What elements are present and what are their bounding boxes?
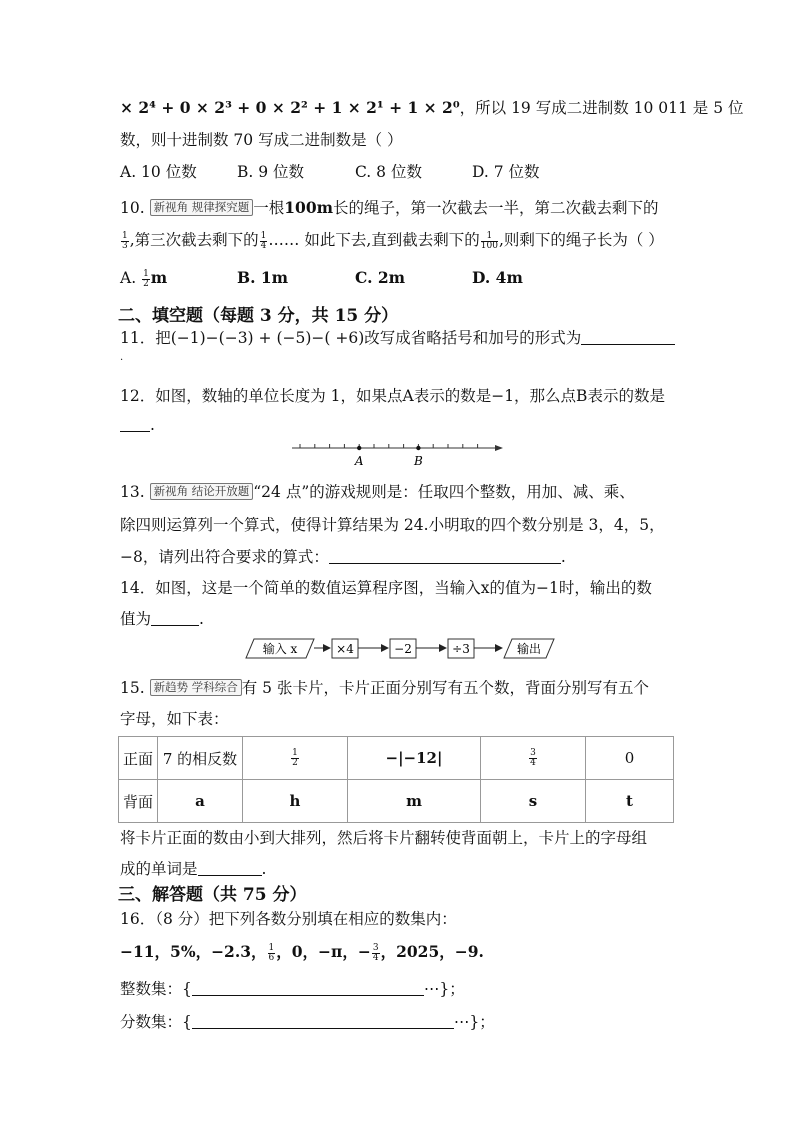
q13-line3: −8，请列出符合要求的算式： . — [120, 548, 566, 566]
q15-line2: 字母，如下表： — [120, 710, 229, 728]
q16-fraction-set: 分数集：{ ⋯}； — [120, 1013, 495, 1031]
q9-option-c[interactable]: C. 8 位数 — [355, 163, 422, 181]
q14-line1: 14．如图，这是一个简单的数值运算程序图，当输入x的值为−1时，输出的数 — [120, 579, 652, 597]
q11-text: 11．把(−1)−(−3) + (−5)−( +6)改写成省略括号和加号的形式为 — [120, 326, 675, 348]
q11-tail: . — [120, 352, 124, 363]
front-cell-3: −|−12| — [348, 737, 481, 780]
q14-answer-blank[interactable] — [151, 611, 199, 626]
back-cell-4: s — [481, 780, 586, 823]
fraction-one-hundredth: $\frac{1}{100}$ — [480, 230, 498, 251]
back-cell-2: h — [243, 780, 348, 823]
q10-line2: $\frac{1}{3}$ ,第三次截去剩下的 $\frac{1}{4}$ …… 如此下去,直到截去剩下的 $\frac{1}{100}$ ,则剩下的绳子长为（ ） — [122, 230, 664, 251]
q10-tag: 新视角 规律探究题 — [150, 199, 254, 216]
section-3-title: 三、解答题（共 75 分） — [118, 885, 307, 905]
q15-line1: 15. 新趋势 学科综合 有 5 张卡片，卡片正面分别写有五个数，背面分别写有五个 — [120, 679, 649, 697]
point-b-label: B — [413, 454, 423, 468]
point-a-label: A — [354, 454, 364, 468]
q13-tag: 新视角 结论开放题 — [150, 483, 254, 500]
q14-line2: 值为 . — [120, 610, 204, 628]
number-line-ticks — [300, 444, 478, 450]
point-a-dot — [357, 446, 361, 450]
q12-text: 12．如图，数轴的单位长度为 1，如果点A表示的数是−1，那么点B表示的数是 — [120, 387, 665, 405]
flow-divide-label: ÷3 — [452, 642, 470, 656]
fraction-one-fourth: $\frac{1}{4}$ — [260, 230, 267, 251]
q16-integer-set: 整数集：{ ⋯}； — [120, 980, 465, 998]
q10-option-a[interactable]: A. $\frac{1}{2}$ m — [120, 268, 168, 289]
number-line — [290, 438, 505, 470]
back-cell-1: a — [158, 780, 243, 823]
flow-subtract-label: −2 — [394, 642, 412, 656]
back-cell-5: t — [586, 780, 674, 823]
front-cell-5: 0 — [586, 737, 674, 780]
flow-input-label: 输入 x — [262, 642, 298, 656]
q9-line2: 数，则十进制数 70 写成二进制数是（ ） — [120, 131, 403, 149]
q13-line2: 除四则运算列一个算式，使得计算结果为 24.小明取的四个数分别是 3，4，5， — [120, 516, 665, 534]
table-row-back — [119, 780, 674, 823]
flow-multiply-label: ×4 — [336, 642, 354, 656]
q11-answer-blank[interactable] — [581, 330, 675, 345]
front-cell-4: $\frac{3}{4}$ — [481, 737, 586, 780]
q9-option-d[interactable]: D. 7 位数 — [472, 163, 540, 181]
back-cell-3: m — [348, 780, 481, 823]
q13-answer-blank[interactable] — [329, 549, 561, 564]
table-row-front — [119, 737, 674, 780]
q16-line1: 16．（8 分）把下列各数分别填在相应的数集内： — [120, 910, 457, 928]
q12-answer-blank[interactable] — [120, 417, 150, 432]
q15-answer-blank[interactable] — [198, 861, 262, 876]
q13-line1: 13. 新视角 结论开放题 “24 点”的游戏规则是：任取四个整数，用加、减、乘、 — [120, 483, 635, 501]
q9-option-b[interactable]: B. 9 位数 — [237, 163, 305, 181]
q15-tag: 新趋势 学科综合 — [150, 679, 242, 696]
point-b-dot — [416, 446, 420, 450]
q16-numbers: −11，5%，−2.3， $\frac{1}{6}$ ，0，−π，− $\frac{3}{4}$ ，2025，−9. — [120, 942, 484, 963]
q15-line3: 将卡片正面的数由小到大排列，然后将卡片翻转使背面朝上，卡片上的字母组 — [120, 829, 648, 847]
front-label: 正面 — [119, 737, 158, 780]
card-table — [118, 736, 674, 823]
q12-answer-line: . — [120, 416, 155, 434]
q15-line4: 成的单词是 . — [120, 860, 267, 878]
back-label: 背面 — [119, 780, 158, 823]
front-cell-1: 7 的相反数 — [158, 737, 243, 780]
fraction-set-blank[interactable] — [192, 1014, 454, 1029]
integer-set-blank[interactable] — [192, 981, 424, 996]
flow-output-label: 输出 — [516, 642, 542, 656]
q9-expression: × 2⁴ + 0 × 2³ + 0 × 2² + 1 × 2¹ + 1 × 2⁰，所以 19 写成二进制数 10 011 是 5 位 — [120, 98, 744, 117]
front-cell-2: $\frac{1}{2}$ — [243, 737, 348, 780]
q10-option-d[interactable]: D. 4m — [472, 268, 523, 287]
number-line-arrow — [495, 445, 503, 451]
q10-option-c[interactable]: C. 2m — [355, 268, 406, 287]
section-2-title: 二、填空题（每题 3 分，共 15 分） — [118, 306, 399, 326]
q10-option-b[interactable]: B. 1m — [237, 268, 289, 287]
q10-line1: 10. 新视角 规律探究题 一根100m长的绳子，第一次截去一半，第二次截去剩下的 — [120, 198, 659, 217]
fraction-one-third: $\frac{1}{3}$ — [122, 230, 128, 251]
flow-diagram — [244, 636, 556, 662]
q9-option-a[interactable]: A. 10 位数 — [120, 163, 197, 181]
